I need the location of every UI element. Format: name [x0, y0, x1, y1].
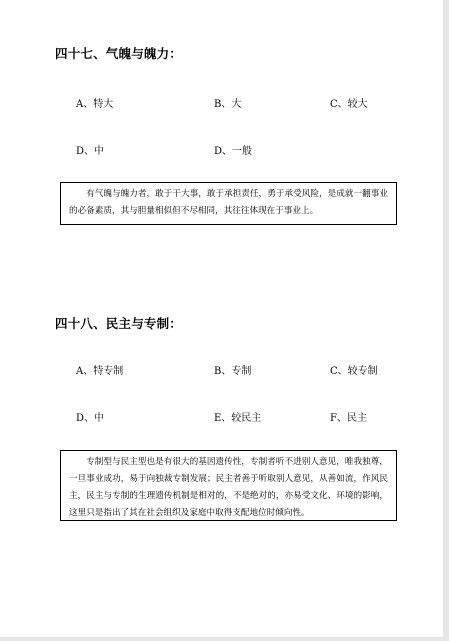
section-48-title: 四十八、民主与专制：: [55, 316, 183, 331]
option-47-d[interactable]: D、中: [76, 146, 105, 157]
option-47-c[interactable]: C、较大: [330, 99, 368, 110]
section-47-note: 有气魄与魄力者，敢于干大事，敢于承担责任，勇于承受风险，是成就一翻事业的必备素质，其与胆量相似但不尽相同，其往往体现在于事业上。: [69, 189, 388, 216]
option-48-f[interactable]: F、民主: [330, 413, 367, 424]
option-48-b[interactable]: B、专制: [214, 366, 252, 377]
option-48-e[interactable]: E、较民主: [214, 413, 262, 424]
option-47-d-general[interactable]: D、一般: [214, 146, 253, 157]
page-edge-shadow: [443, 0, 449, 641]
option-47-b[interactable]: B、大: [214, 99, 242, 110]
section-48-note: 专制型与民主型也是有很大的基因遗传性，专制者听不进别人意见，唯我独尊，一旦事业成功，易于向独裁专制发展；民主者善于听取别人意见，从善如流，作风民主，民主与专制的生理遗传机制是相对的，不是绝对的，亦易受文化、环境的影响，这里只是指出了其在社会组织及家庭中取得支配地位时倾向性。: [69, 457, 388, 518]
section-47-note-box: [60, 182, 397, 225]
option-48-c[interactable]: C、较专制: [330, 366, 378, 377]
section-47-title: 四十七、气魄与魄力：: [55, 46, 183, 61]
option-48-d[interactable]: D、中: [76, 413, 105, 424]
option-48-a[interactable]: A、特专制: [76, 366, 124, 377]
option-47-a[interactable]: A、特大: [76, 99, 114, 110]
page-bottom-shadow: [0, 637, 449, 641]
section-48-note-box: [60, 450, 397, 521]
